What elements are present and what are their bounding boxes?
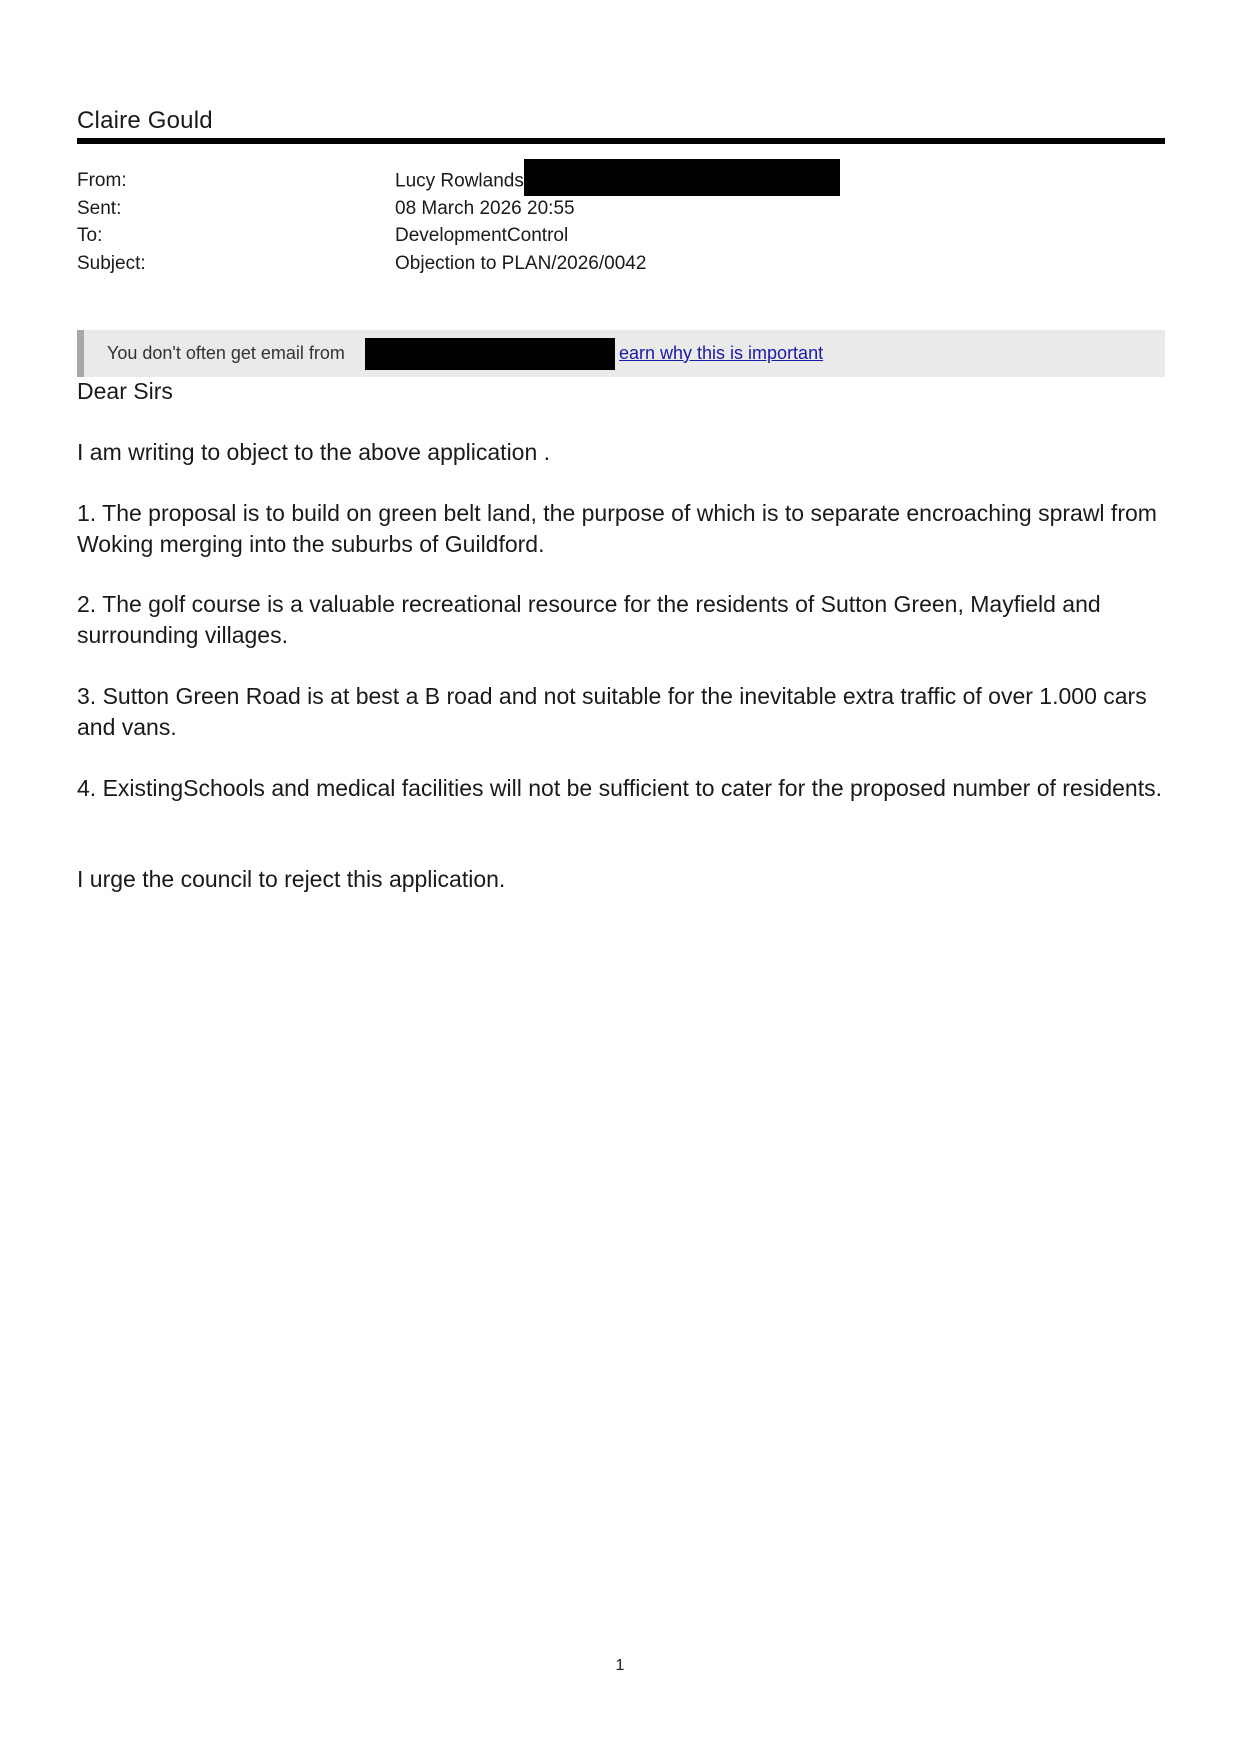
- header-row-to: [77, 222, 977, 250]
- sender-name: Lucy Rowlands: [395, 170, 524, 192]
- redaction-block: [524, 159, 840, 196]
- to-value: DevelopmentControl: [395, 225, 569, 246]
- header-row-sent: [77, 195, 977, 223]
- from-value: [395, 167, 840, 196]
- greeting: Dear Sirs: [77, 378, 173, 404]
- mailbox-owner-name: Claire Gould: [77, 107, 213, 134]
- objection-point-4: 4. ExistingSchools and medical facilities will not be sufficient to cater for the proposed number of residents.: [77, 775, 1162, 801]
- learn-why-link[interactable]: earn why this is important: [619, 343, 824, 363]
- email-header: [77, 167, 977, 277]
- objection-point-2: 2. The golf course is a valuable recreational resource for the residents of Sutton Green, Mayfield and surrounding villages.: [77, 591, 1101, 648]
- banner-accent-bar: [77, 330, 84, 377]
- external-sender-banner: [77, 330, 1165, 377]
- subject-value: Objection to PLAN/2026/0042: [395, 252, 647, 274]
- header-rule: [77, 138, 1165, 144]
- sent-label: Sent:: [77, 197, 122, 219]
- sent-value: 08 March 2026 20:55: [395, 197, 575, 219]
- objection-point-1: 1. The proposal is to build on green belt land, the purpose of which is to separate encroaching sprawl from Woking merging into the suburbs of Guildford.: [77, 500, 1157, 557]
- subject-label: Subject:: [77, 252, 146, 274]
- page-number: 1: [615, 1657, 625, 1674]
- to-label: To:: [77, 225, 103, 246]
- header-row-subject: [77, 250, 977, 278]
- objection-point-3: 3. Sutton Green Road is at best a B road and not suitable for the inevitable extra traffic of over 1.000 cars and vans.: [77, 683, 1147, 740]
- from-label: From:: [77, 170, 127, 191]
- intro-paragraph: I am writing to object to the above application .: [77, 439, 551, 465]
- banner-text: You don't often get email from: [107, 343, 345, 363]
- closing-paragraph: I urge the council to reject this application.: [77, 866, 506, 892]
- redaction-block: [365, 338, 615, 370]
- header-row-from: [77, 167, 977, 195]
